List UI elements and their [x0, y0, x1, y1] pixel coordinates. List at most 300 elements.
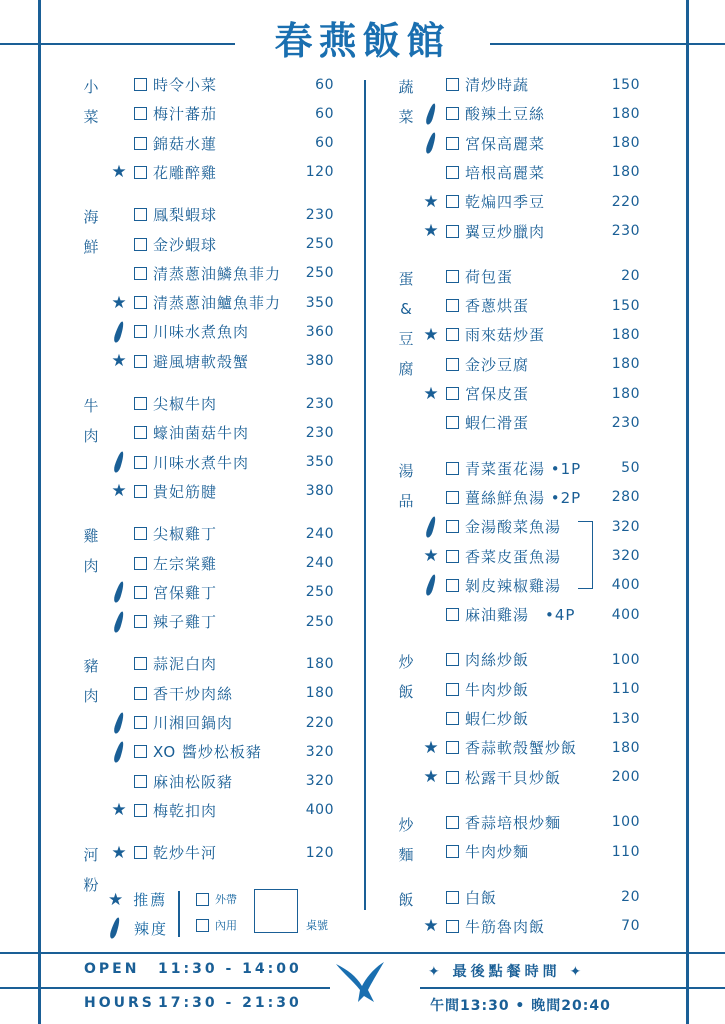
item-name: 乾煸四季豆	[465, 193, 546, 212]
item-price: 400	[305, 802, 334, 819]
star-icon: ★	[423, 546, 439, 566]
item-price: 380	[305, 483, 334, 500]
takeout-checkbox[interactable]	[196, 893, 209, 906]
category-label: 雞肉	[83, 527, 99, 576]
item-name: 荷包蛋	[465, 267, 514, 286]
order-checkbox[interactable]	[446, 816, 459, 829]
empty-mark	[108, 259, 130, 288]
order-checkbox[interactable]	[134, 586, 147, 599]
menu-item[interactable]	[108, 838, 334, 867]
item-name: 白飯	[465, 888, 498, 907]
empty-mark	[420, 704, 442, 733]
item-name: 牛筋魯肉飯	[465, 917, 546, 936]
order-checkbox[interactable]	[446, 358, 459, 371]
menu-item[interactable]	[420, 808, 640, 837]
empty-mark	[420, 837, 442, 866]
item-price: 180	[611, 739, 640, 756]
menu-item[interactable]	[108, 317, 334, 346]
item-price: 120	[305, 164, 334, 181]
spicy-mark	[420, 129, 442, 158]
item-price: 320	[305, 743, 334, 760]
item-price: 60	[315, 105, 334, 122]
item-name: 翼豆炒臘肉	[465, 222, 546, 241]
order-checkbox[interactable]	[446, 225, 459, 238]
empty-mark	[420, 454, 442, 483]
chili-icon	[109, 917, 122, 940]
item-name: 梅乾扣肉	[153, 801, 218, 820]
empty-mark	[108, 70, 130, 99]
item-price: 240	[305, 555, 334, 571]
order-checkbox[interactable]	[134, 716, 147, 729]
item-name: 宮保雞丁	[153, 583, 218, 602]
item-price: 180	[611, 164, 640, 181]
soup-bracket	[578, 521, 593, 589]
order-checkbox[interactable]	[134, 137, 147, 150]
item-price: 150	[611, 76, 640, 93]
empty-mark	[108, 200, 130, 229]
item-name: 麻油雞湯 •4P	[465, 606, 576, 625]
order-checkbox[interactable]	[446, 653, 459, 666]
recommend-mark	[420, 542, 442, 571]
item-price: 110	[611, 843, 640, 860]
last-order-times: 午間13:30 • 晚間20:40	[430, 998, 611, 1014]
item-name: 牛肉炒麵	[465, 843, 530, 862]
chili-icon	[425, 102, 438, 125]
item-price: 180	[611, 356, 640, 373]
menu-item[interactable]	[420, 512, 640, 541]
menu-item[interactable]	[108, 708, 334, 737]
order-checkbox[interactable]	[134, 687, 147, 700]
item-price: 100	[611, 651, 640, 668]
menu-item[interactable]	[420, 675, 640, 704]
item-name: 香蒜軟殼蟹炒飯	[465, 739, 578, 758]
item-name: 培根高麗菜	[465, 163, 546, 182]
dinein-checkbox[interactable]	[196, 919, 209, 932]
menu-item[interactable]	[108, 578, 334, 607]
item-name: XO 醬炒松板豬	[153, 743, 262, 762]
recommend-mark	[420, 379, 442, 408]
order-checkbox[interactable]	[446, 845, 459, 858]
menu-item[interactable]	[108, 129, 334, 158]
item-name: 川味水煮牛肉	[153, 453, 250, 472]
item-price: 220	[611, 193, 640, 210]
empty-mark	[108, 389, 130, 418]
item-name: 剝皮辣椒雞湯	[465, 576, 562, 595]
menu-item[interactable]	[420, 837, 640, 866]
item-price: 180	[611, 135, 640, 152]
order-checkbox[interactable]	[446, 195, 459, 208]
category-label: 湯品	[398, 461, 414, 510]
item-price: 100	[611, 814, 640, 831]
item-price: 250	[305, 584, 334, 601]
star-icon: ★	[108, 889, 124, 910]
star-icon: ★	[111, 800, 127, 821]
menu-item[interactable]	[108, 70, 334, 99]
menu-item[interactable]	[420, 158, 640, 187]
chili-icon	[425, 574, 438, 597]
order-checkbox[interactable]	[134, 78, 147, 91]
item-price: 230	[305, 206, 334, 223]
menu-item[interactable]	[108, 347, 334, 376]
order-checkbox[interactable]	[446, 78, 459, 91]
item-name: 蠔油菌菇牛肉	[153, 424, 250, 443]
item-price: 180	[611, 105, 640, 122]
item-price: 280	[611, 489, 640, 506]
legend-recommend: 推薦	[133, 891, 168, 909]
menu-item[interactable]	[420, 542, 640, 571]
order-checkbox[interactable]	[446, 491, 459, 504]
item-name: 酸辣土豆絲	[465, 105, 546, 124]
category-label: 炒飯	[398, 653, 414, 702]
star-icon: ★	[423, 737, 439, 758]
empty-mark	[420, 291, 442, 320]
category-label: 豬肉	[83, 657, 99, 706]
table-number-label: 桌號	[306, 919, 328, 932]
menu-item[interactable]	[108, 737, 334, 766]
item-price: 400	[611, 577, 640, 594]
item-price: 250	[305, 236, 334, 252]
menu-item[interactable]	[108, 477, 334, 506]
recommend-mark	[108, 288, 130, 317]
item-name: 左宗棠雞	[153, 554, 218, 573]
order-checkbox[interactable]	[446, 299, 459, 312]
order-checkbox[interactable]	[446, 891, 459, 904]
star-icon: ★	[423, 221, 439, 241]
order-checkbox[interactable]	[134, 166, 147, 179]
empty-mark	[108, 679, 130, 708]
restaurant-title: 春燕飯館	[274, 18, 451, 63]
order-checkbox[interactable]	[446, 520, 459, 533]
order-checkbox[interactable]	[134, 267, 147, 280]
menu-item[interactable]	[108, 679, 334, 708]
menu-item[interactable]	[108, 796, 334, 825]
category-label: 飯	[398, 890, 414, 909]
star-icon: ★	[423, 383, 439, 404]
menu-item[interactable]	[420, 262, 640, 291]
order-checkbox[interactable]	[134, 745, 147, 758]
item-price: 200	[611, 769, 640, 786]
order-checkbox[interactable]	[446, 107, 459, 120]
item-price: 180	[305, 685, 334, 702]
menu-item[interactable]	[108, 99, 334, 128]
menu-item[interactable]	[420, 99, 640, 128]
recommend-mark	[108, 796, 130, 825]
table-number-box[interactable]	[254, 889, 298, 933]
order-checkbox[interactable]	[134, 775, 147, 788]
order-checkbox[interactable]	[446, 741, 459, 754]
category-label: 蛋&豆腐	[398, 269, 414, 378]
item-name: 肉絲炒飯	[465, 651, 530, 670]
order-checkbox[interactable]	[134, 557, 147, 570]
menu-item[interactable]	[108, 519, 334, 548]
item-name: 蝦仁滑蛋	[465, 414, 530, 433]
menu-item[interactable]	[108, 288, 334, 317]
sparkle-icon: ✦	[428, 964, 444, 980]
menu-item[interactable]	[420, 483, 640, 512]
footer-hours-label: HOURS	[84, 995, 155, 1011]
item-price: 180	[611, 385, 640, 402]
empty-mark	[108, 549, 130, 578]
order-checkbox[interactable]	[134, 485, 147, 498]
item-name: 川湘回鍋肉	[153, 714, 234, 732]
spicy-mark	[108, 317, 130, 346]
item-name: 尖椒牛肉	[153, 395, 218, 413]
empty-mark	[420, 808, 442, 837]
empty-mark	[420, 883, 442, 912]
item-name: 鳳梨蝦球	[153, 206, 218, 225]
menu-item[interactable]	[108, 418, 334, 447]
spicy-mark	[420, 99, 442, 128]
order-checkbox[interactable]	[446, 608, 459, 621]
recommend-mark	[108, 838, 130, 867]
menu-item[interactable]	[108, 607, 334, 636]
star-icon: ★	[423, 191, 439, 212]
item-name: 麻油松阪豬	[153, 772, 234, 791]
menu-item[interactable]	[420, 408, 640, 437]
item-price: 150	[611, 297, 640, 314]
menu-item[interactable]	[420, 571, 640, 600]
chili-icon	[113, 451, 126, 474]
menu-item[interactable]	[108, 230, 334, 259]
item-name: 牛肉炒飯	[465, 680, 530, 699]
spicy-mark	[108, 578, 130, 607]
category-label: 海鮮	[83, 208, 99, 257]
recommend-mark	[420, 733, 442, 762]
empty-mark	[108, 230, 130, 259]
menu-item[interactable]	[420, 187, 640, 216]
order-checkbox[interactable]	[134, 527, 147, 540]
item-name: 金湯酸菜魚湯	[465, 518, 562, 537]
empty-mark	[420, 408, 442, 437]
item-name: 錦菇水蓮	[153, 134, 218, 153]
item-price: 360	[305, 323, 334, 340]
menu-item[interactable]	[420, 883, 640, 912]
menu-item[interactable]	[108, 158, 334, 187]
frame-left-line	[38, 0, 41, 1024]
recommend-mark	[108, 477, 130, 506]
star-icon: ★	[423, 767, 439, 788]
item-price: 240	[305, 525, 334, 542]
star-icon: ★	[111, 481, 127, 502]
item-name: 清蒸蔥油鱗魚菲力	[153, 264, 282, 283]
order-checkbox[interactable]	[446, 387, 459, 400]
item-price: 350	[305, 454, 334, 471]
recommend-mark	[108, 158, 130, 187]
frame-bottom-line-2a	[0, 987, 330, 989]
menu-item[interactable]	[108, 259, 334, 288]
empty-mark	[420, 483, 442, 512]
dinein-label: 內用	[215, 919, 237, 932]
menu-item[interactable]	[420, 645, 640, 674]
item-name: 宮保皮蛋	[465, 385, 530, 403]
footer-open-label: OPEN	[84, 961, 140, 977]
menu-item[interactable]	[420, 763, 640, 792]
item-price: 20	[621, 268, 640, 285]
menu-item[interactable]	[420, 320, 640, 349]
empty-mark	[420, 675, 442, 704]
menu-item[interactable]	[420, 704, 640, 733]
empty-mark	[420, 645, 442, 674]
spicy-mark	[108, 448, 130, 477]
order-checkbox[interactable]	[134, 208, 147, 221]
item-price: 250	[305, 265, 334, 282]
order-checkbox[interactable]	[446, 579, 459, 592]
star-icon: ★	[423, 324, 439, 345]
order-checkbox[interactable]	[134, 426, 147, 439]
item-name: 清蒸蔥油鱸魚菲力	[153, 294, 282, 313]
order-checkbox[interactable]	[134, 804, 147, 817]
menu-item[interactable]	[420, 70, 640, 99]
item-name: 蒜泥白肉	[153, 655, 218, 674]
menu-item[interactable]	[108, 767, 334, 796]
menu-item[interactable]	[420, 733, 640, 762]
chili-icon	[113, 321, 126, 344]
frame-right-line	[686, 0, 689, 1024]
item-name: 花雕醉雞	[153, 163, 218, 182]
item-price: 110	[611, 681, 640, 698]
empty-mark	[108, 767, 130, 796]
empty-mark	[420, 262, 442, 291]
item-price: 230	[611, 414, 640, 431]
order-checkbox[interactable]	[134, 107, 147, 120]
category-label: 炒麵	[398, 815, 414, 864]
legend-spicy: 辣度	[134, 919, 169, 938]
chili-icon	[113, 711, 126, 734]
last-order-label: 最後點餐時間	[452, 964, 561, 980]
last-order-title	[428, 961, 585, 981]
order-checkbox[interactable]	[134, 325, 147, 338]
item-price: 230	[305, 395, 334, 412]
sparkle-icon: ✦	[569, 964, 586, 980]
menu-item[interactable]	[108, 448, 334, 477]
item-name: 薑絲鮮魚湯 •2P	[465, 488, 582, 507]
order-checkbox[interactable]	[446, 270, 459, 283]
empty-mark	[108, 418, 130, 447]
item-name: 香蒜培根炒麵	[465, 813, 562, 832]
menu-item[interactable]	[420, 912, 640, 941]
item-price: 50	[621, 460, 640, 477]
item-name: 貴妃筋腱	[153, 482, 218, 501]
recommend-mark	[420, 320, 442, 349]
order-checkbox[interactable]	[446, 712, 459, 725]
item-price: 320	[611, 518, 640, 535]
menu-item[interactable]	[108, 649, 334, 678]
item-price: 130	[611, 710, 640, 727]
item-price: 220	[305, 714, 334, 731]
item-name: 松露干貝炒飯	[465, 768, 562, 787]
order-checkbox[interactable]	[446, 137, 459, 150]
item-name: 尖椒雞丁	[153, 525, 218, 544]
menu-item[interactable]	[420, 350, 640, 379]
menu-item[interactable]	[420, 379, 640, 408]
menu-item[interactable]	[420, 454, 640, 483]
item-name: 金沙蝦球	[153, 235, 218, 254]
order-checkbox[interactable]	[134, 846, 147, 859]
item-price: 350	[305, 294, 334, 311]
item-price: 380	[305, 353, 334, 370]
recommend-mark	[420, 217, 442, 246]
item-name: 宮保高麗菜	[465, 134, 546, 153]
item-price: 230	[305, 424, 334, 441]
menu-item[interactable]	[420, 129, 640, 158]
item-name: 川味水煮魚肉	[153, 323, 250, 342]
item-price: 230	[611, 223, 640, 239]
empty-mark	[420, 350, 442, 379]
menu-item[interactable]	[420, 217, 640, 246]
item-price: 250	[305, 613, 334, 630]
empty-mark	[108, 129, 130, 158]
chili-icon	[113, 581, 126, 604]
menu-item[interactable]	[108, 200, 334, 229]
item-name: 香蔥烘蛋	[465, 297, 530, 316]
recommend-mark	[108, 347, 130, 376]
item-name: 雨來菇炒蛋	[465, 326, 546, 345]
recommend-mark	[420, 187, 442, 216]
order-checkbox[interactable]	[134, 296, 147, 309]
order-checkbox[interactable]	[134, 238, 147, 251]
item-price: 70	[621, 918, 640, 935]
item-price: 180	[611, 326, 640, 343]
empty-mark	[108, 519, 130, 548]
menu-item[interactable]	[108, 549, 334, 578]
empty-mark	[108, 99, 130, 128]
item-price: 60	[315, 135, 334, 152]
empty-mark	[108, 649, 130, 678]
item-name: 香干炒肉絲	[153, 684, 234, 703]
recommend-mark	[420, 912, 442, 941]
menu-item[interactable]	[108, 389, 334, 418]
item-name: 梅汁蕃茄	[153, 105, 218, 124]
category-label: 蔬菜	[398, 78, 414, 126]
empty-mark	[420, 600, 442, 629]
star-icon: ★	[111, 842, 127, 863]
order-checkbox[interactable]	[134, 456, 147, 469]
item-name: 金沙豆腐	[465, 355, 530, 374]
item-price: 320	[611, 548, 640, 564]
item-price: 180	[305, 655, 334, 672]
menu-item[interactable]	[420, 291, 640, 320]
item-name: 青菜蛋花湯 •1P	[465, 459, 582, 478]
order-checkbox[interactable]	[134, 355, 147, 368]
takeout-label: 外帶	[215, 893, 237, 906]
item-price: 20	[621, 889, 640, 905]
order-checkbox[interactable]	[134, 397, 147, 410]
item-name: 乾炒牛河	[153, 844, 218, 863]
item-price: 120	[305, 844, 334, 861]
menu-item[interactable]	[420, 600, 640, 629]
order-checkbox[interactable]	[446, 166, 459, 179]
star-icon: ★	[423, 916, 439, 937]
chili-icon	[425, 132, 438, 155]
empty-mark	[420, 158, 442, 187]
chili-icon	[425, 515, 438, 538]
chili-icon	[113, 610, 126, 633]
item-name: 避風塘軟殼蟹	[153, 352, 250, 371]
order-checkbox[interactable]	[446, 550, 459, 563]
item-name: 辣子雞丁	[153, 613, 218, 632]
order-checkbox[interactable]	[446, 771, 459, 784]
order-checkbox[interactable]	[446, 416, 459, 429]
order-checkbox[interactable]	[134, 657, 147, 670]
order-checkbox[interactable]	[446, 920, 459, 933]
item-name: 香菜皮蛋魚湯	[465, 547, 562, 566]
category-label: 牛肉	[83, 397, 99, 445]
order-checkbox[interactable]	[446, 462, 459, 475]
item-name: 清炒時蔬	[465, 76, 530, 94]
order-checkbox[interactable]	[134, 615, 147, 628]
order-checkbox[interactable]	[446, 328, 459, 341]
order-checkbox[interactable]	[446, 683, 459, 696]
